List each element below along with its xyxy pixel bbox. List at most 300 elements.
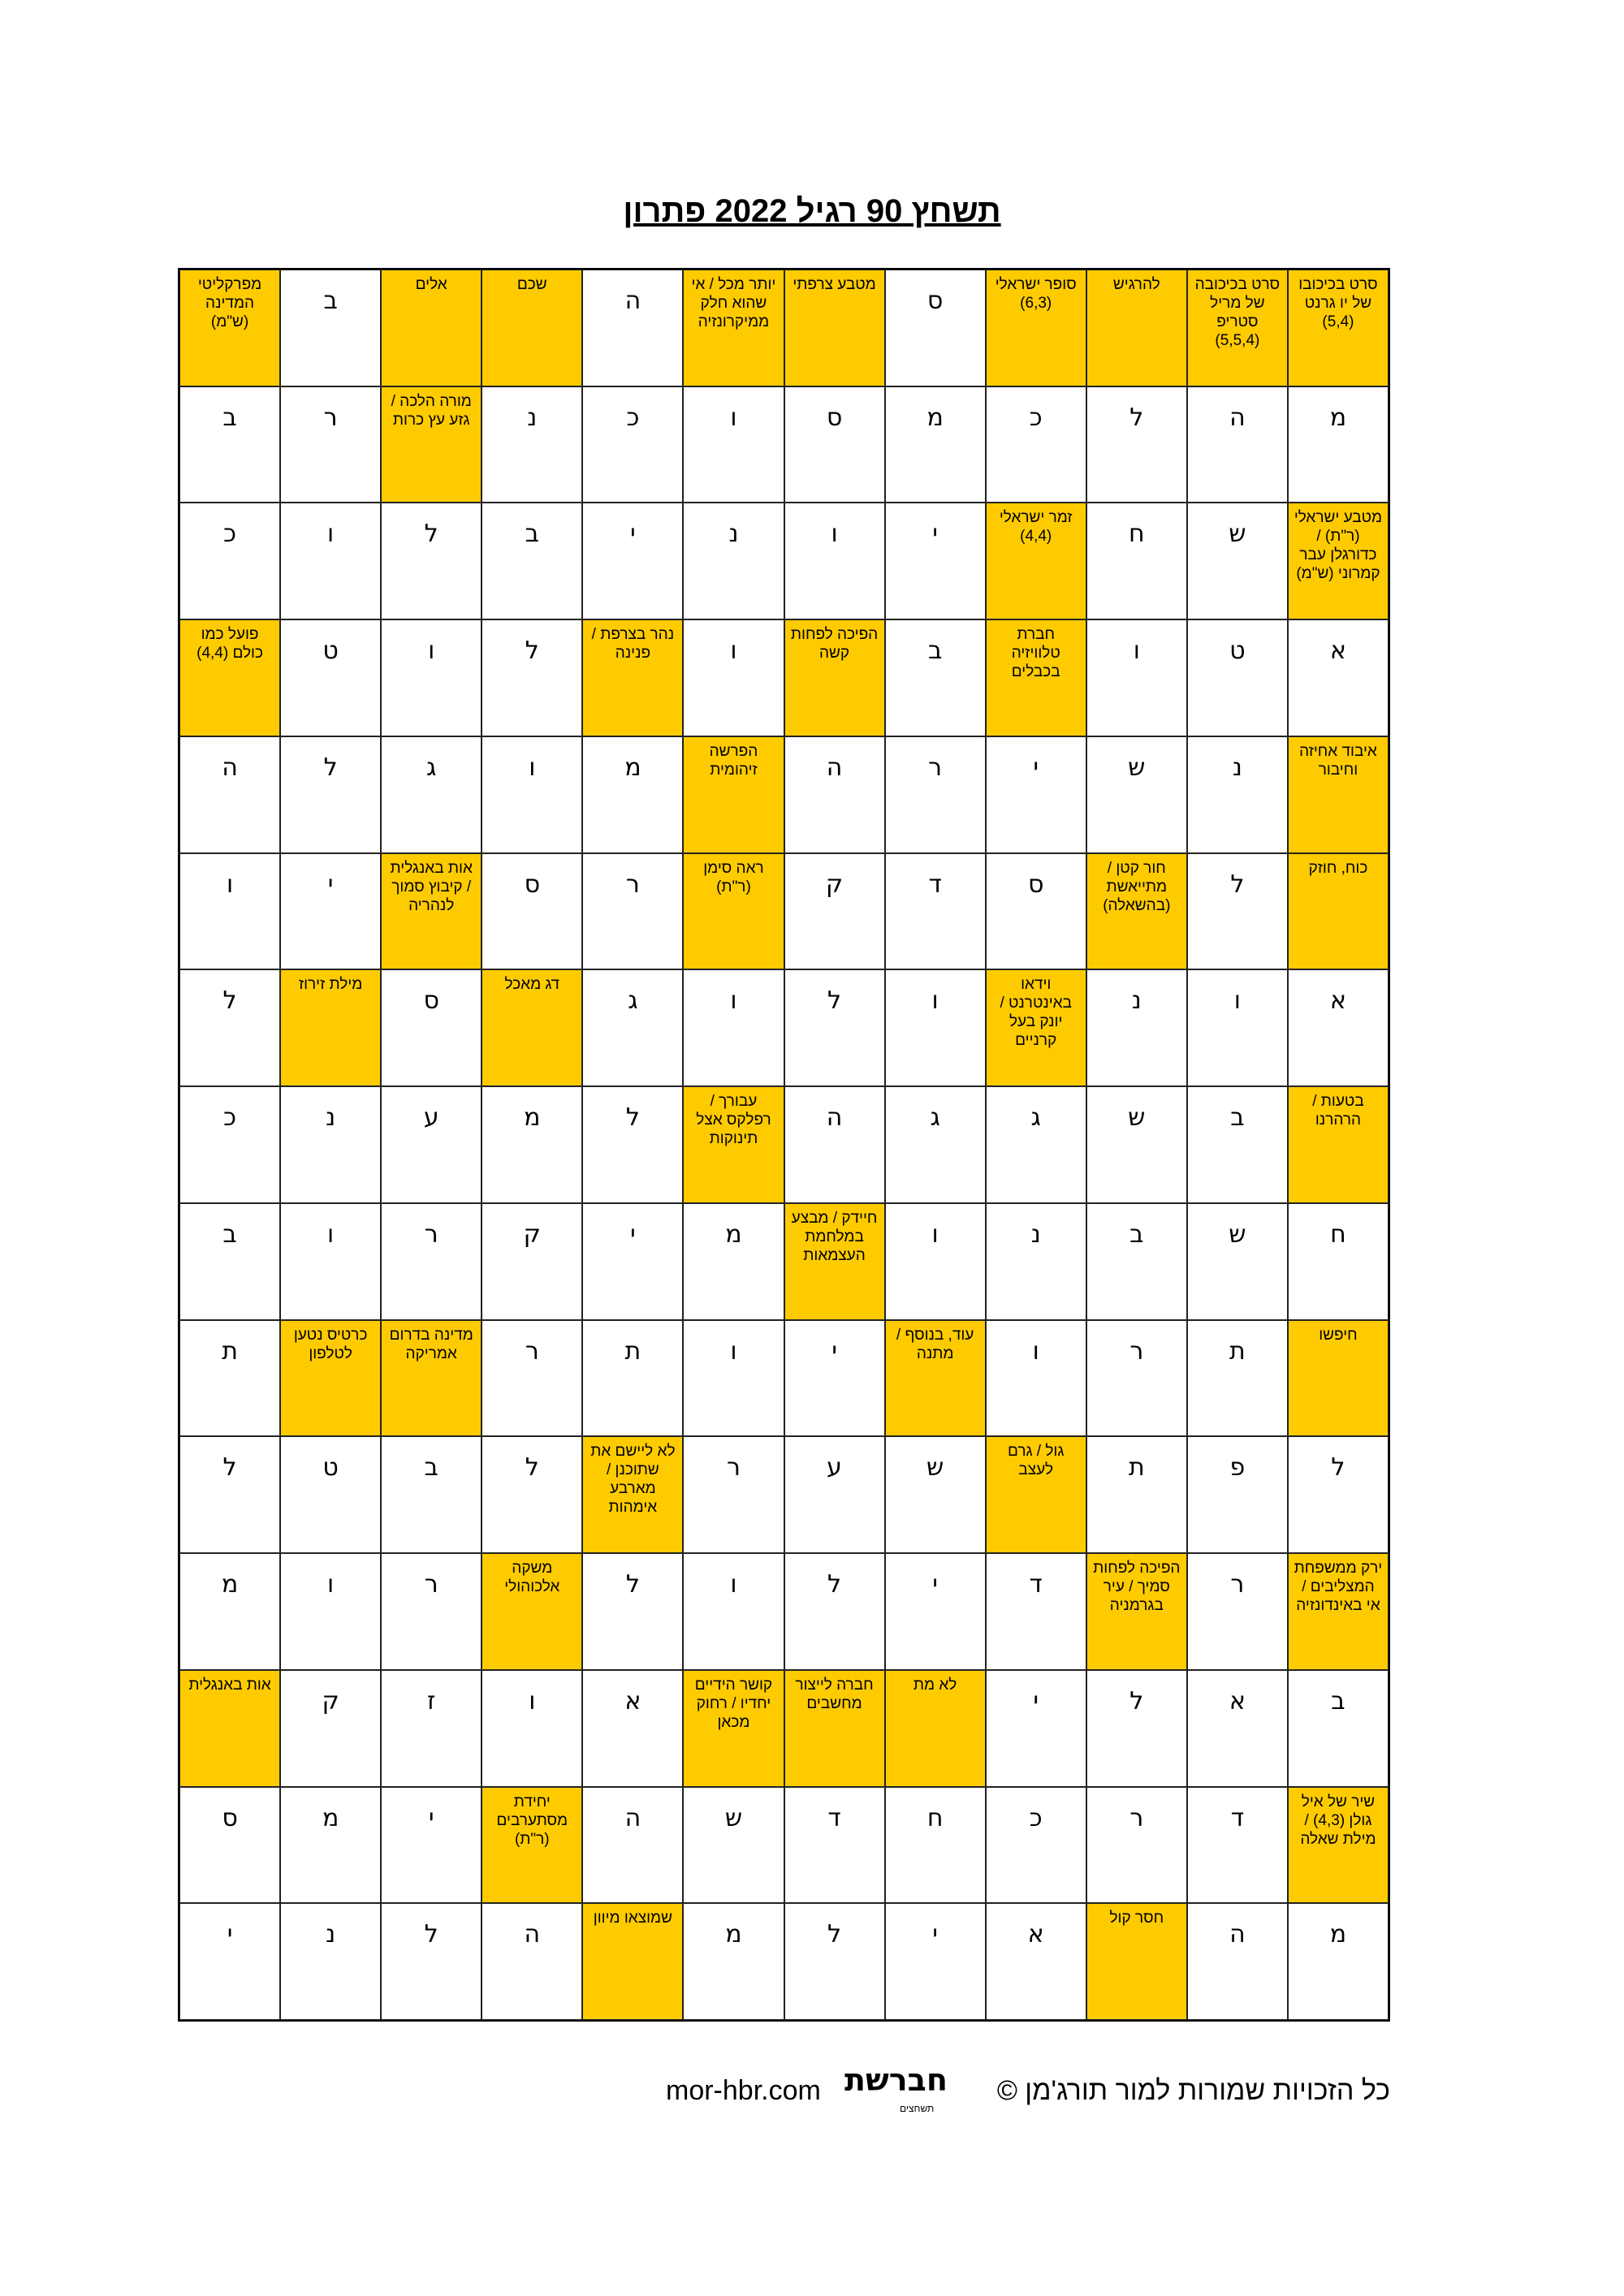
answer-cell[interactable] bbox=[784, 386, 885, 503]
answer-cell[interactable] bbox=[784, 736, 885, 853]
answer-cell[interactable] bbox=[381, 503, 482, 619]
answer-cell[interactable] bbox=[381, 1787, 482, 1904]
answer-cell[interactable] bbox=[683, 1320, 784, 1437]
answer-cell[interactable] bbox=[1086, 619, 1187, 736]
answer-cell[interactable] bbox=[179, 736, 280, 853]
answer-letter: ר bbox=[525, 1336, 539, 1366]
answer-cell[interactable] bbox=[986, 1086, 1086, 1203]
clue-cell bbox=[482, 969, 582, 1086]
answer-cell[interactable] bbox=[381, 1203, 482, 1320]
answer-cell[interactable] bbox=[482, 1320, 582, 1437]
answer-cell[interactable] bbox=[1086, 503, 1187, 619]
answer-letter: ל bbox=[625, 1103, 640, 1133]
answer-cell[interactable] bbox=[683, 503, 784, 619]
answer-cell[interactable] bbox=[381, 1903, 482, 2020]
answer-cell[interactable] bbox=[582, 853, 683, 970]
answer-cell[interactable] bbox=[582, 1670, 683, 1787]
answer-cell[interactable] bbox=[784, 1787, 885, 1904]
clue-cell bbox=[280, 969, 381, 1086]
answer-cell[interactable] bbox=[885, 1903, 986, 2020]
answer-letter: ו bbox=[529, 753, 536, 782]
answer-cell[interactable] bbox=[582, 386, 683, 503]
clue-text: עוד, בנוסף / מתנה bbox=[896, 1326, 974, 1362]
answer-letter: כ bbox=[223, 520, 236, 549]
clue-cell bbox=[381, 270, 482, 386]
answer-cell[interactable] bbox=[179, 1903, 280, 2020]
answer-cell[interactable] bbox=[784, 969, 885, 1086]
clue-text: חיידק / מבצע במלחמת העצמאות bbox=[791, 1209, 878, 1264]
answer-cell[interactable] bbox=[885, 1203, 986, 1320]
answer-cell[interactable] bbox=[381, 736, 482, 853]
answer-cell[interactable] bbox=[1187, 736, 1288, 853]
answer-cell[interactable] bbox=[986, 1903, 1086, 2020]
answer-cell[interactable] bbox=[179, 1436, 280, 1553]
answer-cell[interactable] bbox=[280, 1670, 381, 1787]
answer-cell[interactable] bbox=[280, 1553, 381, 1670]
clue-text: מטבע ישראלי (ר"ת) / כדורגלן עבר קמרוני (ש"מ) bbox=[1294, 509, 1383, 583]
clue-cell bbox=[1086, 270, 1187, 386]
clue-text: דג מאכל bbox=[504, 976, 560, 994]
clue-text: לא מת bbox=[913, 1676, 957, 1694]
clue-text: כרטיס נטען לטלפון bbox=[293, 1326, 368, 1362]
answer-cell[interactable] bbox=[179, 1086, 280, 1203]
answer-letter: ו bbox=[327, 1570, 335, 1599]
clue-cell bbox=[986, 619, 1086, 736]
answer-letter: מ bbox=[725, 1920, 742, 1949]
clue-cell bbox=[381, 386, 482, 503]
clue-cell bbox=[1288, 1086, 1389, 1203]
answer-cell[interactable] bbox=[683, 969, 784, 1086]
clue-cell bbox=[683, 1670, 784, 1787]
answer-cell[interactable] bbox=[179, 386, 280, 503]
answer-cell[interactable] bbox=[179, 969, 280, 1086]
answer-cell[interactable] bbox=[986, 386, 1086, 503]
answer-cell[interactable] bbox=[582, 1787, 683, 1904]
clue-cell bbox=[582, 619, 683, 736]
answer-cell[interactable] bbox=[582, 1203, 683, 1320]
answer-cell[interactable] bbox=[482, 1086, 582, 1203]
answer-cell[interactable] bbox=[1187, 1436, 1288, 1553]
answer-cell[interactable] bbox=[683, 619, 784, 736]
clue-cell bbox=[784, 1203, 885, 1320]
clue-cell bbox=[885, 1320, 986, 1437]
answer-cell[interactable] bbox=[885, 503, 986, 619]
answer-cell[interactable] bbox=[179, 1203, 280, 1320]
answer-cell[interactable] bbox=[1187, 1553, 1288, 1670]
answer-cell[interactable] bbox=[885, 1086, 986, 1203]
answer-cell[interactable] bbox=[1187, 1670, 1288, 1787]
answer-letter: ל bbox=[827, 1920, 842, 1949]
answer-letter: ת bbox=[624, 1336, 641, 1366]
answer-letter: מ bbox=[1329, 403, 1347, 432]
answer-letter: ש bbox=[724, 1803, 743, 1832]
answer-letter: מ bbox=[725, 1219, 742, 1249]
answer-letter: ז bbox=[427, 1686, 436, 1716]
answer-letter: ל bbox=[1129, 403, 1144, 432]
answer-cell[interactable] bbox=[280, 619, 381, 736]
clue-text: חסר קול bbox=[1109, 1910, 1164, 1927]
answer-letter: ב bbox=[927, 637, 943, 666]
answer-letter: ו bbox=[226, 870, 234, 899]
answer-letter: ו bbox=[327, 1219, 335, 1249]
answer-cell[interactable] bbox=[582, 736, 683, 853]
answer-cell[interactable] bbox=[381, 969, 482, 1086]
answer-letter: ח bbox=[926, 1803, 944, 1832]
answer-cell[interactable] bbox=[1086, 1787, 1187, 1904]
clue-text: להרגיש bbox=[1112, 276, 1160, 293]
answer-letter: ל bbox=[222, 1453, 237, 1482]
clue-text: מטבע צרפתי bbox=[793, 276, 876, 293]
answer-cell[interactable] bbox=[885, 270, 986, 386]
answer-cell[interactable] bbox=[1288, 1670, 1389, 1787]
answer-letter: י bbox=[327, 870, 334, 899]
answer-letter: ה bbox=[826, 753, 843, 782]
answer-cell[interactable] bbox=[482, 1436, 582, 1553]
answer-cell[interactable] bbox=[1288, 1203, 1389, 1320]
answer-cell[interactable] bbox=[482, 736, 582, 853]
answer-cell[interactable] bbox=[1187, 1903, 1288, 2020]
answer-letter: מ bbox=[926, 403, 944, 432]
answer-cell[interactable] bbox=[280, 736, 381, 853]
answer-letter: כ bbox=[626, 403, 640, 432]
clue-text: איבוד אחיזה וחיבור bbox=[1299, 742, 1377, 779]
answer-cell[interactable] bbox=[280, 270, 381, 386]
answer-cell[interactable] bbox=[1288, 1436, 1389, 1553]
answer-letter: ס bbox=[926, 287, 944, 315]
answer-letter: ו bbox=[730, 986, 737, 1016]
clue-cell bbox=[179, 1670, 280, 1787]
answer-letter: א bbox=[1329, 637, 1346, 666]
answer-cell[interactable] bbox=[1086, 386, 1187, 503]
answer-cell[interactable] bbox=[1187, 1320, 1288, 1437]
answer-cell[interactable] bbox=[482, 1903, 582, 2020]
answer-cell[interactable] bbox=[1288, 386, 1389, 503]
answer-letter: ו bbox=[730, 1336, 737, 1366]
answer-letter: י bbox=[428, 1803, 434, 1832]
answer-letter: ח bbox=[1330, 1219, 1346, 1249]
clue-text: בטעות / הרהרנו bbox=[1312, 1093, 1364, 1129]
answer-cell[interactable] bbox=[1187, 386, 1288, 503]
answer-cell[interactable] bbox=[381, 1670, 482, 1787]
answer-cell[interactable] bbox=[784, 1436, 885, 1553]
clue-cell bbox=[1288, 736, 1389, 853]
answer-letter: ו bbox=[730, 637, 737, 666]
clue-cell bbox=[1288, 503, 1389, 619]
clue-text: קושר הידיים יחדיו / רחוק מכאן bbox=[694, 1676, 773, 1731]
answer-letter: ע bbox=[827, 1453, 842, 1482]
answer-letter: י bbox=[227, 1920, 233, 1949]
clue-cell bbox=[683, 853, 784, 970]
answer-cell[interactable] bbox=[381, 1086, 482, 1203]
answer-letter: ר bbox=[1230, 1570, 1245, 1599]
clue-text: הפרשה זיהומית bbox=[709, 742, 758, 779]
answer-letter: ב bbox=[1129, 1219, 1144, 1249]
logo-text: חברשת bbox=[844, 2062, 948, 2098]
answer-cell[interactable] bbox=[179, 503, 280, 619]
answer-cell[interactable] bbox=[280, 1903, 381, 2020]
clue-text: הפיכה לפחות קשה bbox=[790, 626, 879, 662]
answer-cell[interactable] bbox=[986, 736, 1086, 853]
answer-letter: ב bbox=[1230, 1103, 1245, 1133]
answer-cell[interactable] bbox=[986, 1553, 1086, 1670]
answer-letter: ג bbox=[1030, 1103, 1041, 1133]
answer-cell[interactable] bbox=[381, 1553, 482, 1670]
answer-letter: ל bbox=[525, 1453, 539, 1482]
clue-cell bbox=[1288, 853, 1389, 970]
answer-cell[interactable] bbox=[381, 1436, 482, 1553]
answer-letter: י bbox=[831, 1336, 837, 1366]
answer-letter: ס bbox=[524, 870, 541, 899]
answer-cell[interactable] bbox=[1086, 1436, 1187, 1553]
answer-cell[interactable] bbox=[1288, 619, 1389, 736]
answer-cell[interactable] bbox=[683, 1436, 784, 1553]
clue-cell bbox=[1288, 1787, 1389, 1904]
answer-cell[interactable] bbox=[582, 969, 683, 1086]
answer-letter: ב bbox=[222, 403, 237, 432]
answer-letter: ו bbox=[529, 1686, 536, 1716]
answer-cell[interactable] bbox=[1086, 1320, 1187, 1437]
answer-cell[interactable] bbox=[1187, 853, 1288, 970]
clue-text: עבורך / רפלקס אצל תינוקות bbox=[696, 1093, 771, 1148]
clue-text: יחידת מסתערבים (ר"ת) bbox=[496, 1793, 568, 1848]
answer-cell[interactable] bbox=[1187, 969, 1288, 1086]
clue-text: סרט בכיכובה של מריל סטריפ (5,5,4) bbox=[1194, 276, 1281, 349]
clue-cell bbox=[1187, 270, 1288, 386]
answer-cell[interactable] bbox=[280, 1787, 381, 1904]
answer-cell[interactable] bbox=[885, 1436, 986, 1553]
answer-cell[interactable] bbox=[1288, 969, 1389, 1086]
clue-cell bbox=[683, 736, 784, 853]
answer-cell[interactable] bbox=[885, 1553, 986, 1670]
answer-letter: ל bbox=[222, 986, 237, 1016]
answer-cell[interactable] bbox=[1288, 1903, 1389, 2020]
answer-letter: ט bbox=[322, 1453, 339, 1482]
answer-cell[interactable] bbox=[1086, 736, 1187, 853]
answer-letter: ק bbox=[523, 1219, 541, 1249]
answer-cell[interactable] bbox=[482, 386, 582, 503]
clue-text: ראה סימן (ר"ת) bbox=[703, 859, 764, 896]
answer-letter: ו bbox=[730, 1570, 737, 1599]
clue-text: סופר ישראלי (6,3) bbox=[995, 276, 1077, 312]
answer-letter: ק bbox=[825, 870, 844, 899]
clue-cell bbox=[179, 270, 280, 386]
clue-text: יותר מכל / אי שהוא חלק ממיקרונזיה bbox=[691, 276, 776, 330]
answer-cell[interactable] bbox=[582, 503, 683, 619]
answer-cell[interactable] bbox=[784, 1320, 885, 1437]
clue-text: לא ליישם את שתוכנן / מארבע אימהות bbox=[590, 1443, 676, 1517]
answer-letter: ס bbox=[423, 986, 439, 1016]
answer-letter: ל bbox=[323, 753, 338, 782]
answer-letter: ל bbox=[827, 1570, 842, 1599]
clue-text: גול / גרם לעצב bbox=[1008, 1443, 1065, 1479]
clue-cell bbox=[280, 1320, 381, 1437]
answer-letter: ט bbox=[322, 637, 339, 666]
crossword-grid bbox=[178, 268, 1390, 2022]
answer-cell[interactable] bbox=[482, 1670, 582, 1787]
answer-letter: א bbox=[624, 1686, 641, 1716]
answer-cell[interactable] bbox=[280, 503, 381, 619]
answer-letter: ל bbox=[1331, 1453, 1345, 1482]
clue-cell bbox=[986, 270, 1086, 386]
answer-letter: ו bbox=[730, 403, 737, 432]
clue-cell bbox=[683, 270, 784, 386]
answer-letter: א bbox=[1229, 1686, 1246, 1716]
answer-letter: ב bbox=[323, 287, 338, 315]
answer-cell[interactable] bbox=[784, 1903, 885, 2020]
answer-letter: ר bbox=[424, 1219, 438, 1249]
answer-cell[interactable] bbox=[885, 619, 986, 736]
answer-cell[interactable] bbox=[784, 1553, 885, 1670]
answer-cell[interactable] bbox=[280, 1436, 381, 1553]
answer-cell[interactable] bbox=[986, 1203, 1086, 1320]
answer-letter: ת bbox=[1128, 1453, 1145, 1482]
answer-letter: נ bbox=[527, 403, 538, 432]
footer-site: mor-hbr.com bbox=[666, 2075, 821, 2106]
answer-letter: ב bbox=[525, 520, 539, 549]
answer-cell[interactable] bbox=[280, 1086, 381, 1203]
answer-letter: ו bbox=[931, 986, 939, 1016]
answer-letter: נ bbox=[1030, 1219, 1041, 1249]
answer-cell[interactable] bbox=[280, 386, 381, 503]
answer-letter: נ bbox=[1131, 986, 1142, 1016]
answer-cell[interactable] bbox=[683, 1903, 784, 2020]
answer-letter: א bbox=[1027, 1920, 1044, 1949]
clue-text: מילת זירוז bbox=[298, 976, 363, 994]
answer-letter: ר bbox=[1129, 1803, 1144, 1832]
answer-cell[interactable] bbox=[179, 853, 280, 970]
answer-letter: ו bbox=[1032, 1336, 1039, 1366]
answer-letter: כ bbox=[1029, 1803, 1043, 1832]
answer-cell[interactable] bbox=[1187, 1086, 1288, 1203]
answer-letter: ל bbox=[424, 520, 438, 549]
answer-letter: ג bbox=[628, 986, 638, 1016]
answer-letter: ד bbox=[827, 1803, 841, 1832]
answer-cell[interactable] bbox=[885, 736, 986, 853]
answer-letter: ס bbox=[222, 1803, 238, 1832]
clue-text: וידאו באינטרנט / יונק בעל קרניים bbox=[1000, 976, 1072, 1050]
answer-letter: ל bbox=[525, 637, 539, 666]
answer-letter: י bbox=[932, 520, 938, 549]
clue-cell bbox=[381, 853, 482, 970]
answer-cell[interactable] bbox=[1187, 619, 1288, 736]
answer-cell[interactable] bbox=[179, 1553, 280, 1670]
answer-cell[interactable] bbox=[482, 619, 582, 736]
answer-cell[interactable] bbox=[582, 1320, 683, 1437]
answer-cell[interactable] bbox=[280, 1203, 381, 1320]
answer-cell[interactable] bbox=[986, 1320, 1086, 1437]
answer-cell[interactable] bbox=[885, 386, 986, 503]
answer-letter: ק bbox=[322, 1686, 339, 1716]
answer-letter: ג bbox=[930, 1103, 940, 1133]
answer-letter: ע bbox=[423, 1103, 439, 1133]
answer-cell[interactable] bbox=[885, 853, 986, 970]
answer-letter: ר bbox=[323, 403, 338, 432]
answer-letter: נ bbox=[1232, 753, 1242, 782]
answer-cell[interactable] bbox=[1187, 1203, 1288, 1320]
answer-letter: ת bbox=[1229, 1336, 1246, 1366]
answer-cell[interactable] bbox=[179, 1320, 280, 1437]
answer-letter: מ bbox=[624, 753, 641, 782]
answer-cell[interactable] bbox=[885, 1787, 986, 1904]
answer-cell[interactable] bbox=[1086, 1086, 1187, 1203]
answer-letter: ט bbox=[1229, 637, 1246, 666]
clue-text: חיפשו bbox=[1319, 1326, 1358, 1344]
answer-letter: י bbox=[630, 520, 636, 549]
clue-text: אלים bbox=[415, 276, 447, 293]
clue-cell bbox=[1086, 853, 1187, 970]
clue-text: הפיכה לפחות סמיך / עיר בגרמניה bbox=[1093, 1560, 1181, 1615]
clue-text: מפרקליטי המדינה (ש"מ) bbox=[197, 276, 262, 330]
answer-cell[interactable] bbox=[482, 503, 582, 619]
answer-cell[interactable] bbox=[1187, 1787, 1288, 1904]
answer-letter: ש bbox=[1229, 520, 1246, 549]
answer-cell[interactable] bbox=[784, 1086, 885, 1203]
answer-letter: ה bbox=[524, 1920, 541, 1949]
answer-cell[interactable] bbox=[885, 969, 986, 1086]
clue-text: חור קטן / מתייאשת (בהשאלה) bbox=[1103, 859, 1171, 914]
answer-letter: ל bbox=[424, 1920, 438, 1949]
answer-letter: מ bbox=[322, 1803, 339, 1832]
answer-cell[interactable] bbox=[986, 1670, 1086, 1787]
answer-cell[interactable] bbox=[582, 270, 683, 386]
answer-cell[interactable] bbox=[1187, 503, 1288, 619]
answer-cell[interactable] bbox=[482, 853, 582, 970]
answer-cell[interactable] bbox=[986, 1787, 1086, 1904]
answer-letter: נ bbox=[326, 1920, 336, 1949]
answer-cell[interactable] bbox=[1086, 1203, 1187, 1320]
answer-cell[interactable] bbox=[683, 386, 784, 503]
answer-cell[interactable] bbox=[482, 1203, 582, 1320]
clue-text: מורה הלכה / גזע עץ כרות bbox=[391, 392, 472, 429]
answer-cell[interactable] bbox=[683, 1787, 784, 1904]
answer-letter: ה bbox=[826, 1103, 843, 1133]
clue-cell bbox=[381, 1320, 482, 1437]
clue-cell bbox=[482, 1787, 582, 1904]
clue-cell bbox=[1086, 1553, 1187, 1670]
clue-text: משקה אלכוהולי bbox=[504, 1560, 560, 1596]
answer-cell[interactable] bbox=[582, 1086, 683, 1203]
answer-cell[interactable] bbox=[582, 1553, 683, 1670]
answer-letter: ו bbox=[831, 520, 838, 549]
answer-cell[interactable] bbox=[381, 619, 482, 736]
page-title: תשחץ 90 רגיל 2022 פתרון bbox=[623, 193, 1001, 229]
answer-cell[interactable] bbox=[1086, 969, 1187, 1086]
answer-cell[interactable] bbox=[986, 853, 1086, 970]
answer-letter: ד bbox=[928, 870, 942, 899]
answer-cell[interactable] bbox=[1086, 1670, 1187, 1787]
clue-text: נהר בצרפת / פנינה bbox=[591, 626, 675, 662]
clue-cell bbox=[784, 1670, 885, 1787]
answer-cell[interactable] bbox=[280, 853, 381, 970]
answer-cell[interactable] bbox=[784, 853, 885, 970]
answer-letter: מ bbox=[221, 1570, 239, 1599]
answer-cell[interactable] bbox=[683, 1203, 784, 1320]
clue-cell bbox=[582, 1436, 683, 1553]
clue-cell bbox=[683, 1086, 784, 1203]
answer-letter: ת bbox=[222, 1336, 238, 1366]
answer-letter: ש bbox=[1128, 1103, 1146, 1133]
answer-letter: ח bbox=[1128, 520, 1145, 549]
answer-cell[interactable] bbox=[683, 1553, 784, 1670]
answer-letter: ב bbox=[424, 1453, 438, 1482]
answer-cell[interactable] bbox=[179, 1787, 280, 1904]
answer-cell[interactable] bbox=[784, 503, 885, 619]
clue-text: פועל כמו כולם (4,4) bbox=[197, 626, 263, 662]
clue-text: ירק ממשפחת המצליבים / אי באינדונזיה bbox=[1294, 1560, 1383, 1615]
answer-letter: ו bbox=[327, 520, 335, 549]
answer-letter: ה bbox=[1229, 403, 1246, 432]
answer-letter: ו bbox=[428, 637, 435, 666]
